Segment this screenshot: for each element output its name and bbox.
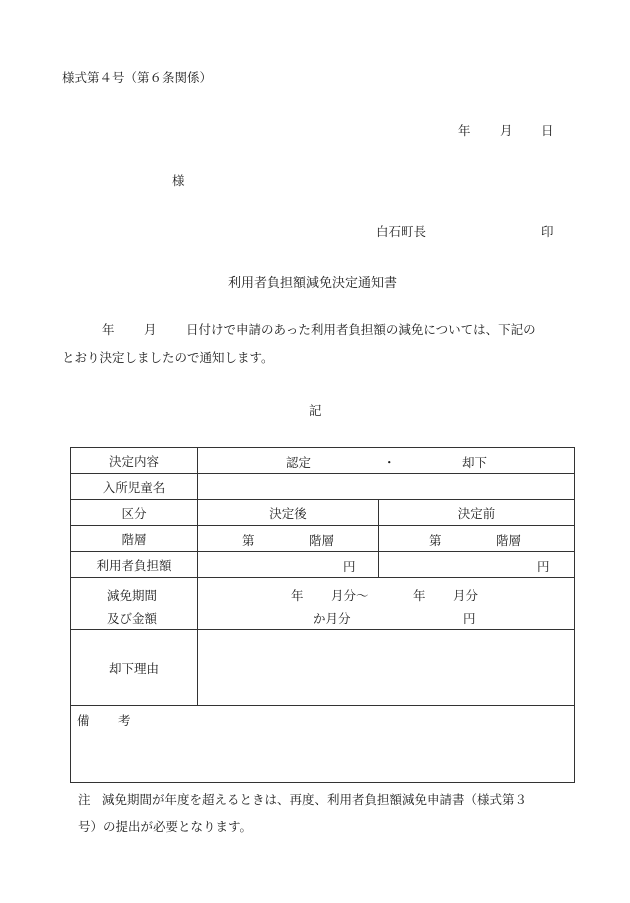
- burden-after-unit: 円: [343, 559, 356, 574]
- footnote-text-1: 減免期間が年度を超えるときは、再度、利用者負担額減免申請書（様式第３: [102, 792, 528, 807]
- period-label-line2: 及び金額: [107, 611, 158, 626]
- addressee-suffix: 様: [172, 173, 185, 188]
- burden-before-unit: 円: [537, 559, 550, 574]
- period-values: [198, 578, 575, 630]
- body-paragraph: [62, 316, 582, 372]
- seal-mark: 印: [541, 224, 554, 239]
- tier-after: [198, 526, 379, 552]
- period-yen: 円: [463, 611, 476, 626]
- remarks-label-2: 考: [118, 713, 131, 728]
- child-name-value: [198, 474, 575, 500]
- period-label: [71, 578, 198, 630]
- tier-after-prefix: 第: [242, 533, 255, 548]
- period-month-1: 月分～: [331, 588, 369, 603]
- separator-dot: ・: [383, 455, 396, 470]
- row-decision: [71, 448, 575, 474]
- remarks-cell: [71, 706, 575, 783]
- period-year-2: 年: [413, 588, 426, 603]
- tier-before: [379, 526, 575, 552]
- burden-before: [379, 552, 575, 578]
- body-rest-text: 日付けで申請のあった利用者負担額の減免については、下記の: [186, 322, 536, 337]
- tier-before-suffix: 階層: [496, 533, 522, 548]
- category-label: 区分: [71, 500, 198, 526]
- date-month-label: 月: [500, 123, 513, 138]
- row-tier: [71, 526, 575, 552]
- row-burden: [71, 552, 575, 578]
- ki-heading: 記: [309, 403, 322, 418]
- tier-before-prefix: 第: [429, 533, 442, 548]
- period-label-line1: 減免期間: [107, 588, 158, 603]
- date-year-label: 年: [458, 123, 471, 138]
- body-line-2: とおり決定しましたので通知します。: [62, 350, 274, 365]
- before-decision-header: 決定前: [379, 500, 575, 526]
- remarks-label-1: 備: [77, 713, 90, 728]
- tier-label: 階層: [71, 526, 198, 552]
- issuer-title: 白石町長: [376, 224, 427, 239]
- after-decision-header: 決定後: [198, 500, 379, 526]
- row-remarks: [71, 706, 575, 783]
- row-category: [71, 500, 575, 526]
- date-day-label: 日: [541, 123, 554, 138]
- decision-label: 決定内容: [71, 448, 198, 474]
- footnote-text-2: 号）の提出が必要となります。: [78, 819, 253, 834]
- decision-options: [198, 448, 575, 474]
- row-child-name: [71, 474, 575, 500]
- period-month-2: 月分: [453, 588, 479, 603]
- body-year-label: 年: [102, 322, 115, 337]
- footnote-line-1: [78, 786, 584, 813]
- approve-label: 認定: [286, 455, 312, 470]
- decision-table: [70, 447, 575, 783]
- tier-after-suffix: 階層: [309, 533, 335, 548]
- period-months: か月分: [313, 611, 351, 626]
- child-name-label: 入所児童名: [71, 474, 198, 500]
- reject-label: 却下: [462, 455, 488, 470]
- row-period: [71, 578, 575, 630]
- footnote: [78, 786, 584, 840]
- reason-value: [198, 630, 575, 706]
- form-number: 様式第４号（第６条関係）: [62, 70, 213, 85]
- burden-after: [198, 552, 379, 578]
- body-line-1: [62, 316, 582, 344]
- burden-label: 利用者負担額: [71, 552, 198, 578]
- body-month-label: 月: [144, 322, 157, 337]
- period-year-1: 年: [291, 588, 304, 603]
- row-reason: [71, 630, 575, 706]
- reason-label: 却下理由: [71, 630, 198, 706]
- document-title: 利用者負担額減免決定通知書: [228, 276, 398, 291]
- footnote-marker: 注: [78, 792, 91, 807]
